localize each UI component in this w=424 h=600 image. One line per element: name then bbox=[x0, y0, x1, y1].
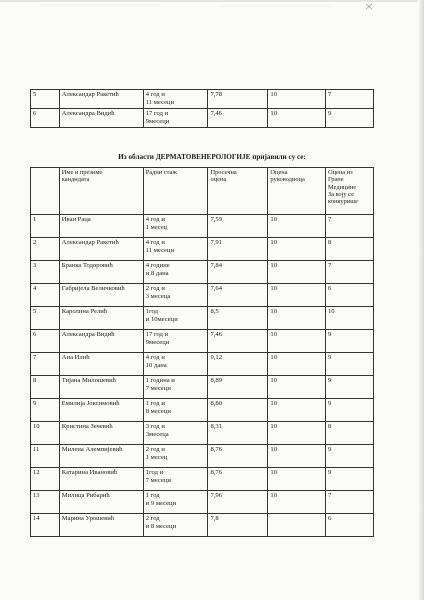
header-average-grade: Просечна оцена bbox=[208, 168, 268, 215]
cell-number: 14 bbox=[31, 514, 60, 537]
cell-number: 8 bbox=[31, 376, 60, 399]
cell-field-grade: 8 bbox=[325, 422, 373, 445]
cell-average-grade: 8,89 bbox=[208, 376, 268, 399]
cell-name: Габријела Величковић bbox=[59, 284, 143, 307]
cell-name: Емилија Јоксимовић bbox=[59, 399, 143, 422]
header-supervisor-grade: Оцена руководиоца bbox=[268, 168, 326, 215]
cell-supervisor-grade: 10 bbox=[268, 422, 326, 445]
cell-number: 5 bbox=[31, 307, 60, 330]
table-row bbox=[31, 353, 374, 376]
table-row bbox=[31, 422, 374, 445]
cell-field-grade: 7 bbox=[325, 90, 373, 109]
cell-supervisor-grade: 10 bbox=[268, 307, 326, 330]
cell-field-grade: 9 bbox=[325, 376, 373, 399]
header-name: Име и презиме кандидата bbox=[59, 168, 143, 215]
cell-work-length: 4 год и 11 месеци bbox=[143, 238, 208, 261]
cell-name: Марина Урошевић bbox=[59, 514, 143, 537]
cell-field-grade: 9 bbox=[325, 399, 373, 422]
cell-average-grade: 8,76 bbox=[208, 468, 268, 491]
dermatovenerology-table-body bbox=[31, 215, 374, 537]
table-row bbox=[31, 238, 374, 261]
cell-work-length: 17 год и 9месеци bbox=[143, 330, 208, 353]
scan-edge-shadow bbox=[418, 0, 424, 600]
cell-work-length: 4 год и 11 месеци bbox=[143, 90, 208, 109]
cell-average-grade: 7,84 bbox=[208, 261, 268, 284]
continuation-table-body bbox=[31, 90, 374, 128]
cell-work-length: 4 год и 1 месец bbox=[143, 215, 208, 238]
table-row bbox=[31, 109, 374, 128]
cell-number: 11 bbox=[31, 445, 60, 468]
cell-work-length: 2 год и 1 месец bbox=[143, 445, 208, 468]
cell-field-grade: 9 bbox=[325, 330, 373, 353]
cell-work-length: 17 год и 9месеци bbox=[143, 109, 208, 128]
cell-average-grade: 7,78 bbox=[208, 90, 268, 109]
cell-name: Александар Ракетић bbox=[59, 90, 143, 109]
table-row bbox=[31, 514, 374, 537]
table-row bbox=[31, 376, 374, 399]
cell-number: 9 bbox=[31, 399, 60, 422]
cell-supervisor-grade bbox=[268, 514, 326, 537]
cell-number: 13 bbox=[31, 491, 60, 514]
cell-field-grade: 8 bbox=[325, 238, 373, 261]
cell-field-grade: 10 bbox=[325, 307, 373, 330]
table-row bbox=[31, 468, 374, 491]
table-header-row bbox=[31, 168, 374, 215]
cell-number: 7 bbox=[31, 353, 60, 376]
cell-average-grade: 8,5 bbox=[208, 307, 268, 330]
cell-field-grade: 9 bbox=[325, 109, 373, 128]
cell-number: 6 bbox=[31, 330, 60, 353]
cell-field-grade: 9 bbox=[325, 445, 373, 468]
cell-supervisor-grade: 10 bbox=[268, 353, 326, 376]
header-field-grade: Оцена из Гране Медицине За коју се конкурише bbox=[325, 168, 373, 215]
cell-average-grade: 7,96 bbox=[208, 491, 268, 514]
cell-name: Ана Илић bbox=[59, 353, 143, 376]
dermatovenerology-table bbox=[30, 167, 374, 537]
cell-name: Александра Видић bbox=[59, 330, 143, 353]
scan-top-marks bbox=[0, 0, 424, 14]
table-row bbox=[31, 307, 374, 330]
cell-field-grade: 9 bbox=[325, 468, 373, 491]
cell-work-length: 1 година и 7 месеци bbox=[143, 376, 208, 399]
cell-number: 4 bbox=[31, 284, 60, 307]
cell-supervisor-grade: 10 bbox=[268, 109, 326, 128]
cell-supervisor-grade: 10 bbox=[268, 491, 326, 514]
cell-supervisor-grade: 10 bbox=[268, 215, 326, 238]
cell-average-grade: 8,80 bbox=[208, 399, 268, 422]
cell-name: Кристина Зечевић bbox=[59, 422, 143, 445]
cell-average-grade: 7,46 bbox=[208, 330, 268, 353]
cell-average-grade: 7,91 bbox=[208, 238, 268, 261]
cell-average-grade: 7,8 bbox=[208, 514, 268, 537]
cell-supervisor-grade: 10 bbox=[268, 238, 326, 261]
cell-work-length: 4 године и 8 дана bbox=[143, 261, 208, 284]
cell-number: 6 bbox=[31, 109, 60, 128]
table-row bbox=[31, 215, 374, 238]
cell-field-grade: 6 bbox=[325, 284, 373, 307]
cell-number: 1 bbox=[31, 215, 60, 238]
cell-average-grade: 7,46 bbox=[208, 109, 268, 128]
cell-number: 10 bbox=[31, 422, 60, 445]
cell-work-length: 1год и 7 месеци bbox=[143, 468, 208, 491]
cell-average-grade: 7,64 bbox=[208, 284, 268, 307]
table-row bbox=[31, 445, 374, 468]
cell-field-grade: 7 bbox=[325, 261, 373, 284]
cell-supervisor-grade: 10 bbox=[268, 284, 326, 307]
cell-number: 12 bbox=[31, 468, 60, 491]
cell-name: Иван Раца bbox=[59, 215, 143, 238]
table-row bbox=[31, 284, 374, 307]
cell-field-grade: 7 bbox=[325, 491, 373, 514]
cell-number: 5 bbox=[31, 90, 60, 109]
header-work-length: Радни стаж bbox=[143, 168, 208, 215]
header-number bbox=[31, 168, 60, 215]
cell-number: 2 bbox=[31, 238, 60, 261]
cell-name: Александра Видић bbox=[59, 109, 143, 128]
cell-work-length: 4 год и 10 дана bbox=[143, 353, 208, 376]
cell-name: Александар Ракетић bbox=[59, 238, 143, 261]
cell-field-grade: 6 bbox=[325, 514, 373, 537]
cell-average-grade: 8,31 bbox=[208, 422, 268, 445]
cell-name: Тијана Милошевић bbox=[59, 376, 143, 399]
cell-field-grade: 7 bbox=[325, 215, 373, 238]
table-row bbox=[31, 90, 374, 109]
cell-work-length: 1 год и 9 месеци bbox=[143, 491, 208, 514]
cell-supervisor-grade: 10 bbox=[268, 468, 326, 491]
cell-work-length: 1 год и 8 месеци bbox=[143, 399, 208, 422]
cell-supervisor-grade: 10 bbox=[268, 445, 326, 468]
cell-work-length: 2 год и 3 месеца bbox=[143, 284, 208, 307]
cell-name: Бранка Тодоровић bbox=[59, 261, 143, 284]
table-row bbox=[31, 261, 374, 284]
cell-supervisor-grade: 10 bbox=[268, 90, 326, 109]
cell-work-length: 1год и 10месеци bbox=[143, 307, 208, 330]
cell-name: Милица Рибарић bbox=[59, 491, 143, 514]
cell-work-length: 3 год и 3месеца bbox=[143, 422, 208, 445]
cell-average-grade: 8,76 bbox=[208, 445, 268, 468]
cell-average-grade: 9,12 bbox=[208, 353, 268, 376]
table-row bbox=[31, 491, 374, 514]
cell-supervisor-grade: 10 bbox=[268, 261, 326, 284]
table-row bbox=[31, 399, 374, 422]
cell-name: Каролина Релић bbox=[59, 307, 143, 330]
cell-number: 3 bbox=[31, 261, 60, 284]
cell-supervisor-grade: 10 bbox=[268, 330, 326, 353]
table-row bbox=[31, 330, 374, 353]
cell-field-grade: 9 bbox=[325, 353, 373, 376]
cell-name: Милена Алемпијевић bbox=[59, 445, 143, 468]
cell-supervisor-grade: 10 bbox=[268, 399, 326, 422]
cell-average-grade: 7,59 bbox=[208, 215, 268, 238]
cell-name: Катарина Ивановић bbox=[59, 468, 143, 491]
continuation-table bbox=[30, 89, 374, 128]
cell-supervisor-grade: 10 bbox=[268, 376, 326, 399]
cell-work-length: 2 год и 8 месеци bbox=[143, 514, 208, 537]
section-heading: Из области ДЕРМАТОВЕНЕРОЛОГИЈЕ пријавили су се: bbox=[118, 153, 306, 161]
